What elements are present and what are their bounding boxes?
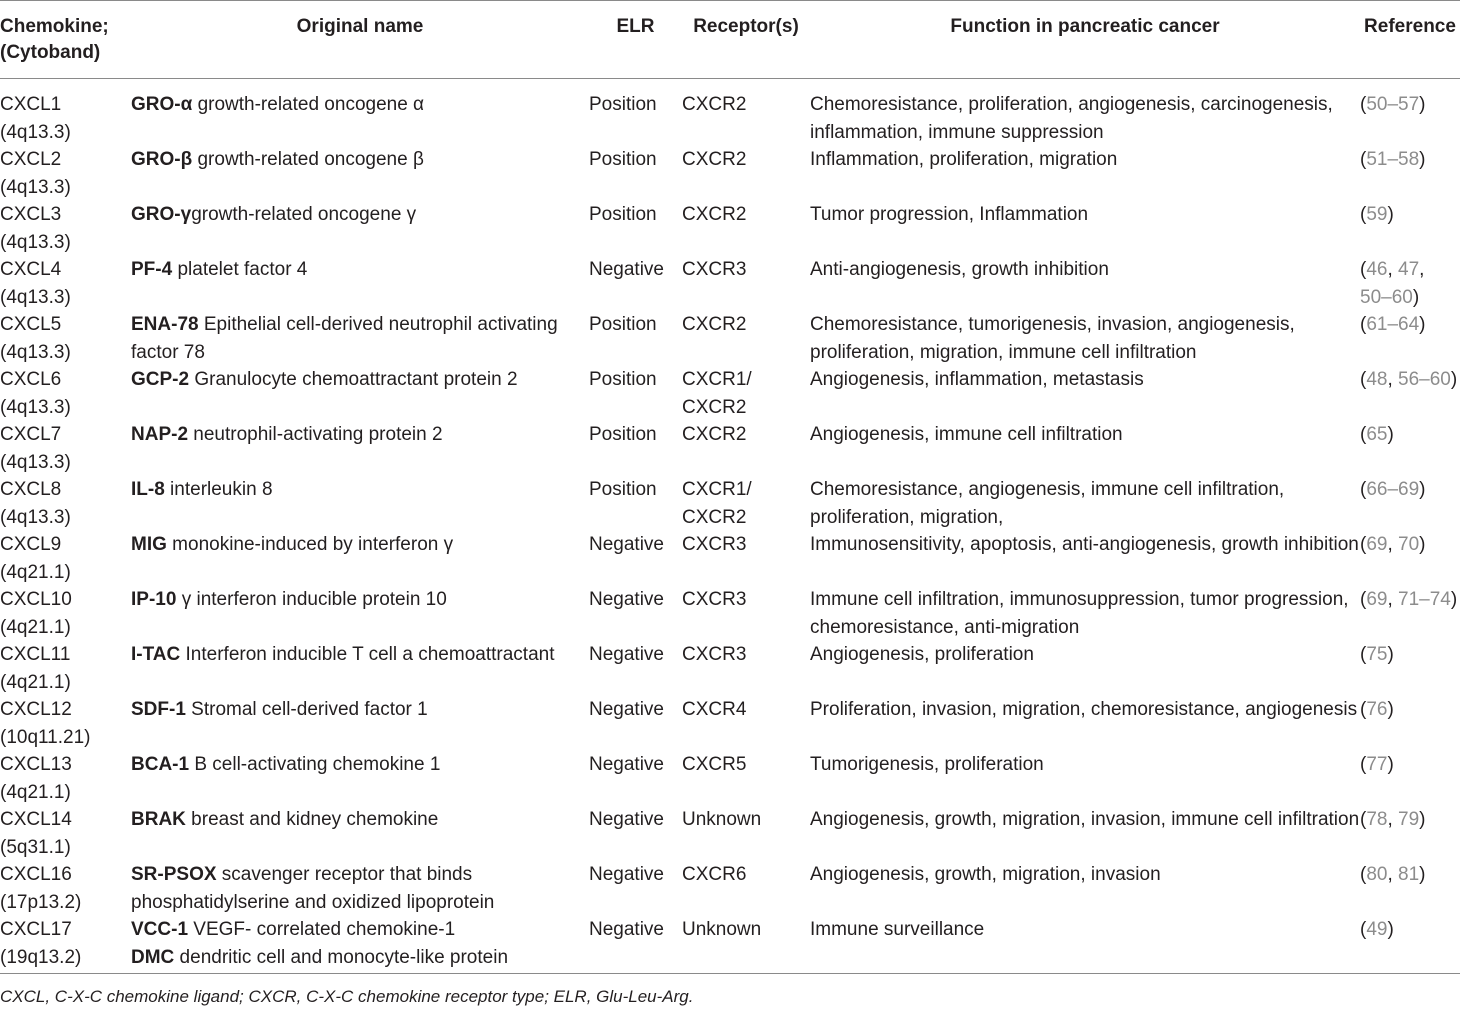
cell-elr: Position — [589, 149, 657, 170]
ref-link[interactable]: 69 — [1366, 589, 1388, 610]
name-abbreviation: GRO-β — [131, 149, 193, 170]
ref-open: ( — [1360, 259, 1367, 280]
cell-elr: Position — [589, 369, 657, 390]
ref-link[interactable]: 51–58 — [1366, 149, 1420, 170]
cell-chemokine — [0, 146, 131, 201]
table-row — [0, 916, 1460, 974]
cell-elr: Position — [589, 314, 657, 335]
table-row — [0, 806, 1460, 861]
name-full: monokine-induced by interferon γ — [166, 534, 454, 555]
cell-reference — [1360, 201, 1460, 256]
cell-chemokine — [0, 586, 131, 641]
ref-link[interactable]: 77 — [1366, 754, 1388, 775]
cell-reference — [1360, 256, 1460, 311]
header-elr: ELR — [589, 1, 682, 79]
cell-function: Immunosensitivity, apoptosis, anti-angiogenesis, growth inhibition — [810, 534, 1359, 555]
name-abbreviation: SR-PSOX — [131, 864, 217, 885]
ref-open: ( — [1360, 204, 1367, 225]
cell-chemokine — [0, 79, 131, 147]
ref-close: ) — [1387, 754, 1394, 775]
cell-elr: Negative — [589, 754, 664, 775]
cell-reference — [1360, 366, 1460, 421]
ref-link[interactable]: 71–74 — [1398, 589, 1451, 610]
chemokine-id: CXCL16 — [0, 864, 72, 885]
ref-open: ( — [1360, 919, 1367, 940]
ref-open: ( — [1360, 754, 1367, 775]
name-abbreviation: BRAK — [131, 809, 186, 830]
cell-reference — [1360, 476, 1460, 531]
cell-elr: Negative — [589, 534, 664, 555]
name-full: Granulocyte chemoattractant protein 2 — [189, 369, 518, 390]
cell-function: Angiogenesis, inflammation, metastasis — [810, 369, 1144, 390]
cell-chemokine — [0, 531, 131, 586]
ref-link[interactable]: 50–57 — [1366, 94, 1420, 115]
ref-link[interactable]: 80 — [1366, 864, 1388, 885]
ref-open: ( — [1360, 479, 1367, 500]
cell-original-name — [131, 201, 589, 256]
cell-chemokine — [0, 201, 131, 256]
name-abbreviation: NAP-2 — [131, 424, 189, 445]
cell-chemokine — [0, 751, 131, 806]
table-row — [0, 531, 1460, 586]
cell-receptor: CXCR2 — [682, 94, 747, 115]
ref-link[interactable]: 79 — [1398, 809, 1420, 830]
cell-receptor: CXCR2 — [682, 204, 747, 225]
cell-receptor: CXCR3 — [682, 589, 747, 610]
ref-link[interactable]: 81 — [1398, 864, 1420, 885]
cell-receptor: Unknown — [682, 809, 762, 830]
chemokine-id: CXCL1 — [0, 94, 62, 115]
chemokine-id: CXCL11 — [0, 644, 71, 665]
cell-elr: Negative — [589, 644, 664, 665]
cytoband: (4q13.3) — [0, 231, 71, 253]
header-reference: Reference — [1360, 1, 1460, 79]
cell-receptor: CXCR1/ CXCR2 — [682, 369, 752, 418]
ref-link[interactable]: 47 — [1398, 259, 1420, 280]
cell-receptor: CXCR2 — [682, 149, 747, 170]
chemokine-id: CXCL5 — [0, 314, 62, 335]
ref-close: ) — [1419, 94, 1426, 115]
chemokine-id: CXCL4 — [0, 259, 62, 280]
cytoband: (4q13.3) — [0, 286, 71, 308]
cytoband: (19q13.2) — [0, 946, 82, 968]
cytoband: (4q13.3) — [0, 121, 71, 143]
cytoband: (10q11.21) — [0, 726, 91, 748]
cytoband: (4q13.3) — [0, 451, 71, 473]
cell-receptor: CXCR1/ CXCR2 — [682, 479, 752, 528]
cell-original-name — [131, 531, 589, 586]
cytoband: (4q21.1) — [0, 671, 71, 693]
chemokine-id: CXCL12 — [0, 699, 72, 720]
cell-original-name — [131, 366, 589, 421]
cell-reference — [1360, 146, 1460, 201]
ref-close: ) — [1419, 479, 1426, 500]
name-full: γ interferon inducible protein 10 — [176, 589, 447, 610]
cell-receptor: CXCR3 — [682, 644, 747, 665]
name-abbreviation: VCC-1 — [131, 919, 189, 940]
cell-original-name — [131, 586, 589, 641]
cell-function: Inflammation, proliferation, migration — [810, 149, 1118, 170]
chemokine-id: CXCL8 — [0, 479, 62, 500]
table-row — [0, 311, 1460, 366]
ref-open: ( — [1360, 809, 1367, 830]
ref-link[interactable]: 56–60 — [1398, 369, 1451, 390]
chemokine-id: CXCL14 — [0, 809, 72, 830]
table-row — [0, 861, 1460, 916]
chemokine-id: CXCL17 — [0, 919, 72, 940]
header-receptors: Receptor(s) — [682, 1, 810, 79]
ref-close: ) — [1387, 919, 1394, 940]
cell-reference — [1360, 586, 1460, 641]
cell-function: Angiogenesis, proliferation — [810, 644, 1034, 665]
cytoband: (4q13.3) — [0, 176, 71, 198]
cell-original-name — [131, 861, 589, 916]
cell-original-name — [131, 256, 589, 311]
ref-link[interactable]: 61–64 — [1366, 314, 1420, 335]
ref-link[interactable]: 65 — [1366, 424, 1388, 445]
cell-elr: Position — [589, 204, 657, 225]
cell-function: Angiogenesis, growth, migration, invasion — [810, 864, 1161, 885]
table-row — [0, 256, 1460, 311]
name-abbreviation: GRO-γ — [131, 204, 192, 225]
ref-open: ( — [1360, 149, 1367, 170]
cell-reference — [1360, 751, 1460, 806]
ref-separator: , — [1387, 809, 1399, 830]
cell-elr: Negative — [589, 699, 664, 720]
cell-elr: Position — [589, 479, 657, 500]
cell-chemokine — [0, 366, 131, 421]
header-row — [0, 1, 1460, 79]
ref-open: ( — [1360, 589, 1367, 610]
cell-original-name — [131, 476, 589, 531]
name-abbreviation: MIG — [131, 534, 167, 555]
cell-elr: Negative — [589, 589, 664, 610]
cell-receptor: CXCR2 — [682, 314, 747, 335]
header-function: Function in pancreatic cancer — [810, 1, 1360, 79]
name-full: platelet factor 4 — [172, 259, 308, 280]
chemokine-id: CXCL2 — [0, 149, 62, 170]
cytoband: (4q21.1) — [0, 781, 71, 803]
cell-chemokine — [0, 916, 131, 974]
ref-close: ) — [1419, 809, 1426, 830]
ref-close: ) — [1419, 864, 1426, 885]
chemokine-id: CXCL6 — [0, 369, 62, 390]
chemokine-id: CXCL13 — [0, 754, 72, 775]
ref-separator: , — [1419, 259, 1425, 280]
cell-reference — [1360, 696, 1460, 751]
cell-reference — [1360, 641, 1460, 696]
ref-open: ( — [1360, 424, 1367, 445]
cell-receptor: Unknown — [682, 916, 810, 974]
ref-link[interactable]: 70 — [1398, 534, 1420, 555]
name-abbreviation: IL-8 — [131, 479, 165, 500]
name-full: Stromal cell-derived factor 1 — [185, 699, 428, 720]
name-full-alt: dendritic cell and monocyte-like protein — [174, 946, 509, 968]
cell-chemokine — [0, 311, 131, 366]
table-body — [0, 79, 1460, 974]
ref-link[interactable]: 50–60 — [1360, 286, 1413, 308]
name-abbreviation: IP-10 — [131, 589, 177, 610]
ref-open: ( — [1360, 94, 1367, 115]
cell-function: Chemoresistance, angiogenesis, immune cell infiltration, proliferation, migration, — [810, 479, 1285, 528]
ref-link[interactable]: 75 — [1366, 644, 1388, 665]
cell-original-name — [131, 806, 589, 861]
cell-elr: Negative — [589, 916, 682, 974]
name-full: scavenger receptor that binds phosphatidylserine and oxidized lipoprotein — [131, 864, 495, 913]
table-row — [0, 476, 1460, 531]
ref-link[interactable]: 76 — [1366, 699, 1388, 720]
ref-separator: , — [1387, 259, 1399, 280]
table-row — [0, 79, 1460, 147]
cell-original-name — [131, 146, 589, 201]
table-footnote: CXCL, C-X-C chemokine ligand; CXCR, C-X-C chemokine receptor type; ELR, Glu-Leu-Arg. — [0, 987, 694, 1006]
cell-reference — [1360, 311, 1460, 366]
chemokine-id: CXCL3 — [0, 204, 62, 225]
cell-function: Chemoresistance, proliferation, angiogenesis, carcinogenesis, inflammation, immune suppression — [810, 94, 1333, 143]
cytoband: (5q31.1) — [0, 836, 71, 858]
ref-close: ) — [1387, 424, 1394, 445]
cell-original-name — [131, 311, 589, 366]
ref-close: ) — [1419, 314, 1426, 335]
cell-receptor: CXCR3 — [682, 534, 747, 555]
cell-reference — [1360, 79, 1460, 147]
ref-close: ) — [1450, 589, 1458, 610]
name-full: B cell-activating chemokine 1 — [189, 754, 441, 775]
ref-open: ( — [1360, 864, 1367, 885]
name-abbreviation-alt: DMC — [131, 946, 175, 968]
chemokine-id: CXCL9 — [0, 534, 62, 555]
table-row — [0, 366, 1460, 421]
cell-chemokine — [0, 256, 131, 311]
ref-close: ) — [1387, 204, 1394, 225]
cytoband: (4q13.3) — [0, 396, 71, 418]
cell-elr: Negative — [589, 259, 664, 280]
cell-reference — [1360, 421, 1460, 476]
cell-function: Tumorigenesis, proliferation — [810, 754, 1044, 775]
cell-original-name — [131, 696, 589, 751]
cell-chemokine — [0, 806, 131, 861]
cell-function: Anti-angiogenesis, growth inhibition — [810, 259, 1109, 280]
cell-chemokine — [0, 696, 131, 751]
ref-open: ( — [1360, 369, 1367, 390]
table-row — [0, 201, 1460, 256]
ref-close: ) — [1387, 699, 1394, 720]
ref-close: ) — [1387, 644, 1394, 665]
ref-open: ( — [1360, 699, 1367, 720]
table-header — [0, 1, 1460, 79]
cell-elr: Negative — [589, 809, 664, 830]
ref-separator: , — [1387, 864, 1399, 885]
cell-function: Angiogenesis, immune cell infiltration — [810, 424, 1123, 445]
name-full: breast and kidney chemokine — [185, 809, 439, 830]
name-abbreviation: ENA-78 — [131, 314, 199, 335]
cell-original-name — [131, 916, 589, 974]
cell-receptor: CXCR4 — [682, 699, 747, 720]
ref-link[interactable]: 66–69 — [1366, 479, 1420, 500]
name-full: neutrophil-activating protein 2 — [188, 424, 443, 445]
table-row — [0, 586, 1460, 641]
cytoband: (4q21.1) — [0, 616, 71, 638]
name-abbreviation: I-TAC — [131, 644, 181, 665]
name-full: Epithelial cell-derived neutrophil activating factor 78 — [131, 314, 558, 363]
cell-receptor: CXCR2 — [682, 424, 747, 445]
cell-chemokine — [0, 641, 131, 696]
name-abbreviation: GRO-α — [131, 94, 193, 115]
cell-original-name — [131, 641, 589, 696]
ref-close: ) — [1419, 534, 1426, 555]
ref-link[interactable]: 78 — [1366, 809, 1388, 830]
ref-open: ( — [1360, 644, 1367, 665]
name-abbreviation: BCA-1 — [131, 754, 190, 775]
ref-link[interactable]: 69 — [1366, 534, 1388, 555]
ref-open: ( — [1360, 314, 1367, 335]
cell-function: Immune surveillance — [810, 916, 1360, 974]
cell-reference — [1360, 861, 1460, 916]
cell-reference — [1360, 806, 1460, 861]
chemokine-id: CXCL10 — [0, 589, 72, 610]
ref-open: ( — [1360, 534, 1367, 555]
cell-function: Tumor progression, Inflammation — [810, 204, 1089, 225]
cell-elr: Position — [589, 424, 657, 445]
name-full: growth-related oncogene α — [192, 94, 425, 115]
name-full: growth-related oncogene β — [192, 149, 424, 170]
cell-original-name — [131, 421, 589, 476]
ref-link[interactable]: 48 — [1366, 369, 1388, 390]
cytoband: (4q13.3) — [0, 506, 71, 528]
cell-original-name — [131, 751, 589, 806]
cell-chemokine — [0, 476, 131, 531]
cell-reference — [1360, 916, 1460, 974]
name-abbreviation: PF-4 — [131, 259, 173, 280]
cell-receptor: CXCR5 — [682, 754, 747, 775]
ref-link[interactable]: 59 — [1366, 204, 1388, 225]
cell-reference — [1360, 531, 1460, 586]
name-full: growth-related oncogene γ — [191, 204, 417, 225]
cell-chemokine — [0, 421, 131, 476]
table-row — [0, 146, 1460, 201]
name-abbreviation: GCP-2 — [131, 369, 190, 390]
header-chemokine: Chemokine; (Cytoband) — [0, 1, 131, 79]
ref-close: ) — [1412, 286, 1420, 308]
ref-separator: , — [1387, 589, 1399, 610]
name-full: interleukin 8 — [164, 479, 273, 500]
cell-function: Proliferation, invasion, migration, chemoresistance, angiogenesis — [810, 699, 1358, 720]
table-row — [0, 696, 1460, 751]
cell-function: Chemoresistance, tumorigenesis, invasion, angiogenesis, proliferation, migration, immune cell infiltration — [810, 314, 1295, 363]
ref-separator: , — [1387, 369, 1399, 390]
name-abbreviation: SDF-1 — [131, 699, 186, 720]
cytoband: (17p13.2) — [0, 891, 82, 913]
ref-link[interactable]: 46 — [1366, 259, 1388, 280]
cell-elr: Negative — [589, 864, 664, 885]
cell-original-name — [131, 79, 589, 147]
cell-receptor: CXCR6 — [682, 864, 747, 885]
ref-close: ) — [1419, 149, 1426, 170]
table-row — [0, 751, 1460, 806]
ref-link[interactable]: 49 — [1366, 919, 1388, 940]
name-full: Interferon inducible T cell a chemoattractant — [180, 644, 555, 665]
table-row — [0, 421, 1460, 476]
cell-chemokine — [0, 861, 131, 916]
header-original-name: Original name — [131, 1, 589, 79]
cell-receptor: CXCR3 — [682, 259, 747, 280]
cell-function: Angiogenesis, growth, migration, invasion, immune cell infiltration — [810, 809, 1360, 830]
table-row — [0, 641, 1460, 696]
ref-close: ) — [1450, 369, 1458, 390]
cell-function: Immune cell infiltration, immunosuppression, tumor progression, chemoresistance, anti-migration — [810, 589, 1349, 638]
ref-separator: , — [1387, 534, 1399, 555]
name-full: VEGF- correlated chemokine-1 — [188, 919, 456, 940]
cell-elr: Position — [589, 94, 657, 115]
cytoband: (4q13.3) — [0, 341, 71, 363]
chemokine-id: CXCL7 — [0, 424, 62, 445]
cytoband: (4q21.1) — [0, 561, 71, 583]
